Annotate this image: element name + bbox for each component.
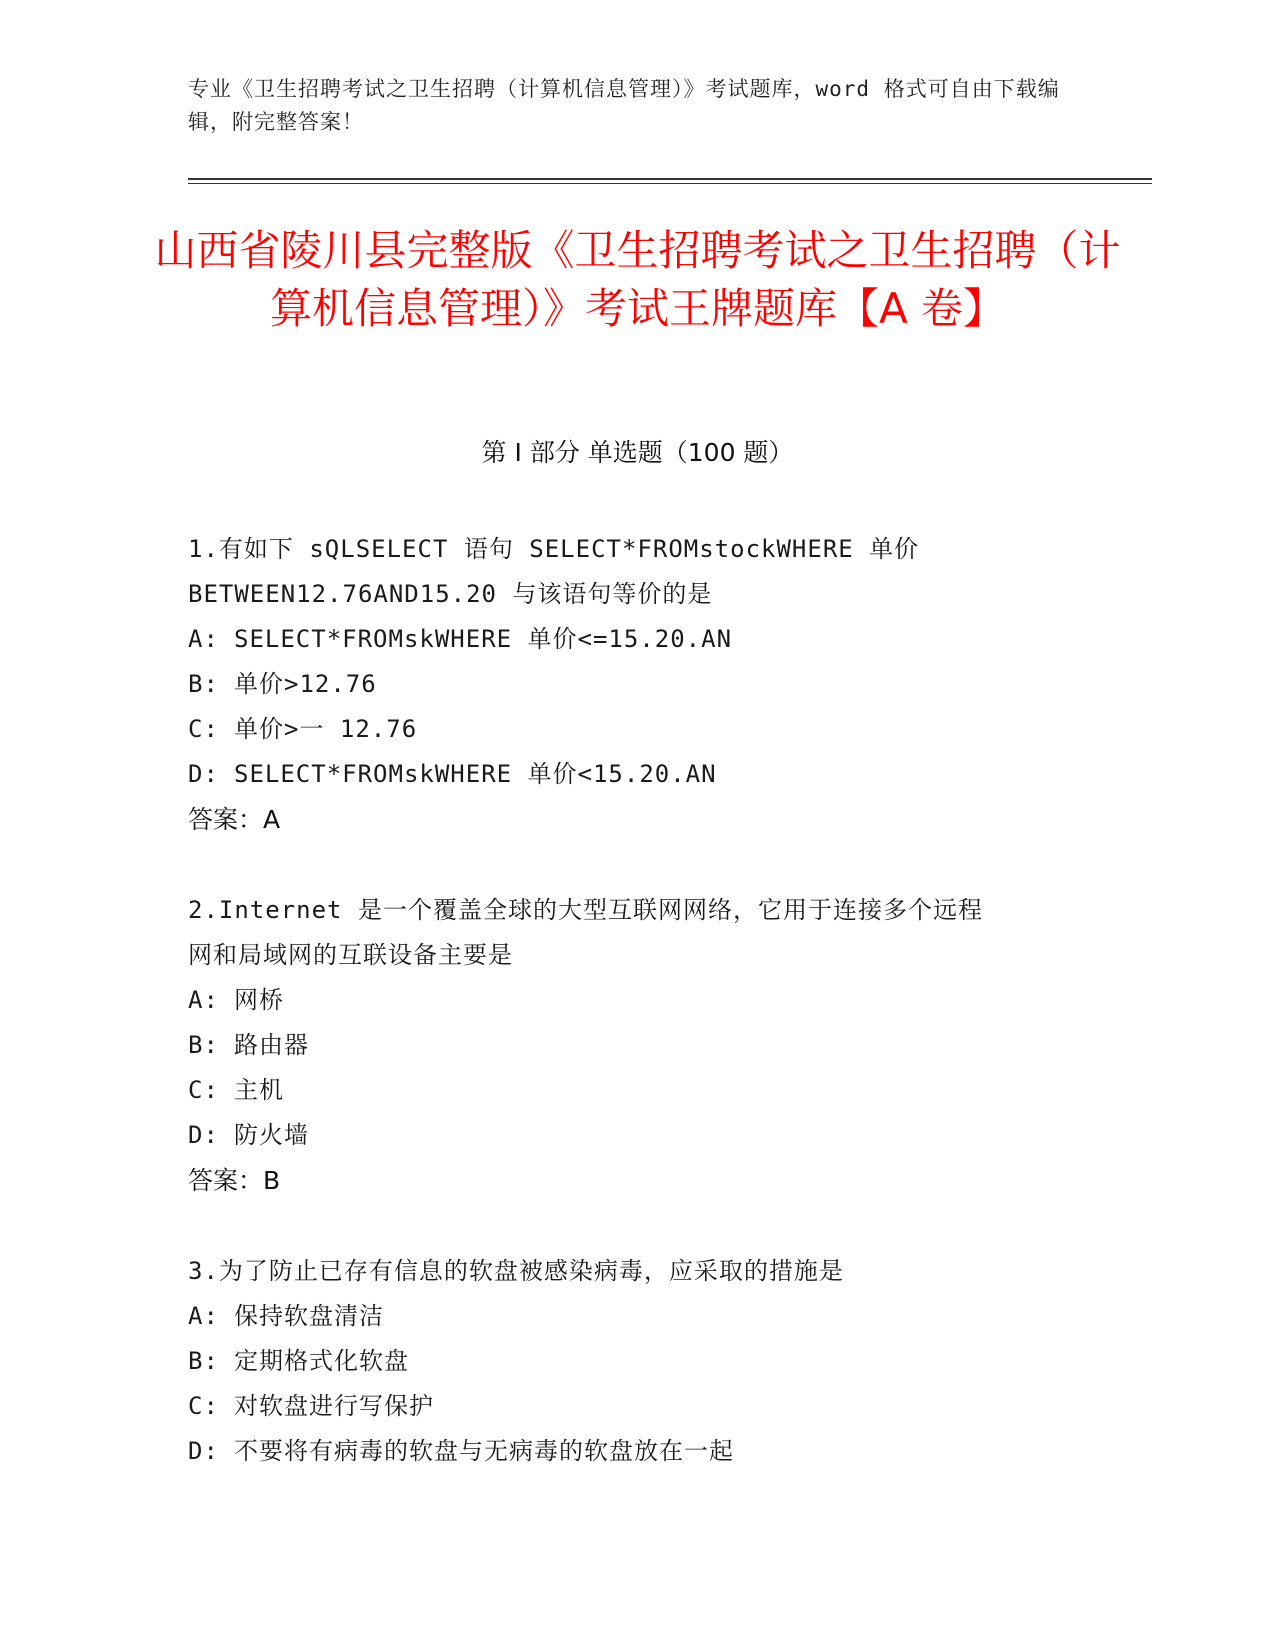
option-letter: C: bbox=[188, 1392, 219, 1420]
document-title: 山西省陵川县完整版《卫生招聘考试之卫生招聘（计算机信息管理）》考试王牌题库【A 卷】 bbox=[154, 226, 1121, 333]
question-list bbox=[188, 527, 1088, 1520]
option-a bbox=[188, 1294, 1088, 1339]
option-text: 不要将有病毒的软盘与无病毒的软盘放在一起 bbox=[234, 1437, 734, 1465]
answer: 答案：B bbox=[188, 1166, 281, 1195]
question-3 bbox=[188, 1249, 1088, 1474]
option-letter: D: bbox=[188, 1437, 219, 1465]
option-text: 单价>一 12.76 bbox=[234, 715, 418, 743]
option-c bbox=[188, 707, 1088, 752]
option-a bbox=[188, 617, 1088, 662]
option-letter: D: bbox=[188, 760, 219, 788]
option-letter: B: bbox=[188, 670, 219, 698]
option-letter: A: bbox=[188, 625, 219, 653]
option-text: 定期格式化软盘 bbox=[234, 1347, 409, 1375]
option-letter: A: bbox=[188, 986, 219, 1014]
header-rule bbox=[188, 178, 1152, 180]
option-b bbox=[188, 662, 1088, 707]
option-a bbox=[188, 978, 1088, 1023]
option-text: 防火墙 bbox=[234, 1121, 309, 1149]
option-text: 网桥 bbox=[234, 986, 284, 1014]
answer: 答案：A bbox=[188, 805, 281, 834]
question-stem-line: 3.为了防止已存有信息的软盘被感染病毒，应采取的措施是 bbox=[188, 1257, 844, 1285]
question-2 bbox=[188, 888, 1088, 1203]
question-stem-line: 1.有如下 sQLSELECT 语句 SELECT*FROMstockWHERE 单价 bbox=[188, 535, 920, 563]
option-c bbox=[188, 1068, 1088, 1113]
header-note: 专业《卫生招聘考试之卫生招聘（计算机信息管理）》考试题库，word 格式可自由下载编辑，附完整答案！ bbox=[188, 77, 1060, 134]
option-letter: C: bbox=[188, 715, 219, 743]
option-c bbox=[188, 1384, 1088, 1429]
option-text: SELECT*FROMskWHERE 单价<15.20.AN bbox=[234, 760, 717, 788]
option-b bbox=[188, 1023, 1088, 1068]
option-text: 保持软盘清洁 bbox=[234, 1302, 384, 1330]
section-title: 第 I 部分 单选题（100 题） bbox=[481, 438, 794, 467]
question-1 bbox=[188, 527, 1088, 842]
question-stem-line: BETWEEN12.76AND15.20 与该语句等价的是 bbox=[188, 580, 713, 608]
header-rule-thin bbox=[188, 183, 1152, 184]
option-letter: B: bbox=[188, 1031, 219, 1059]
option-text: 单价>12.76 bbox=[234, 670, 377, 698]
option-text: 路由器 bbox=[234, 1031, 309, 1059]
option-d bbox=[188, 752, 1088, 797]
option-letter: A: bbox=[188, 1302, 219, 1330]
option-letter: D: bbox=[188, 1121, 219, 1149]
option-text: SELECT*FROMskWHERE 单价<=15.20.AN bbox=[234, 625, 733, 653]
option-letter: C: bbox=[188, 1076, 219, 1104]
option-d bbox=[188, 1113, 1088, 1158]
question-stem-line: 2.Internet 是一个覆盖全球的大型互联网网络，它用于连接多个远程 bbox=[188, 896, 983, 924]
option-d bbox=[188, 1429, 1088, 1474]
question-stem-line: 网和局域网的互联设备主要是 bbox=[188, 941, 513, 969]
option-letter: B: bbox=[188, 1347, 219, 1375]
option-text: 对软盘进行写保护 bbox=[234, 1392, 434, 1420]
option-text: 主机 bbox=[234, 1076, 284, 1104]
option-b bbox=[188, 1339, 1088, 1384]
